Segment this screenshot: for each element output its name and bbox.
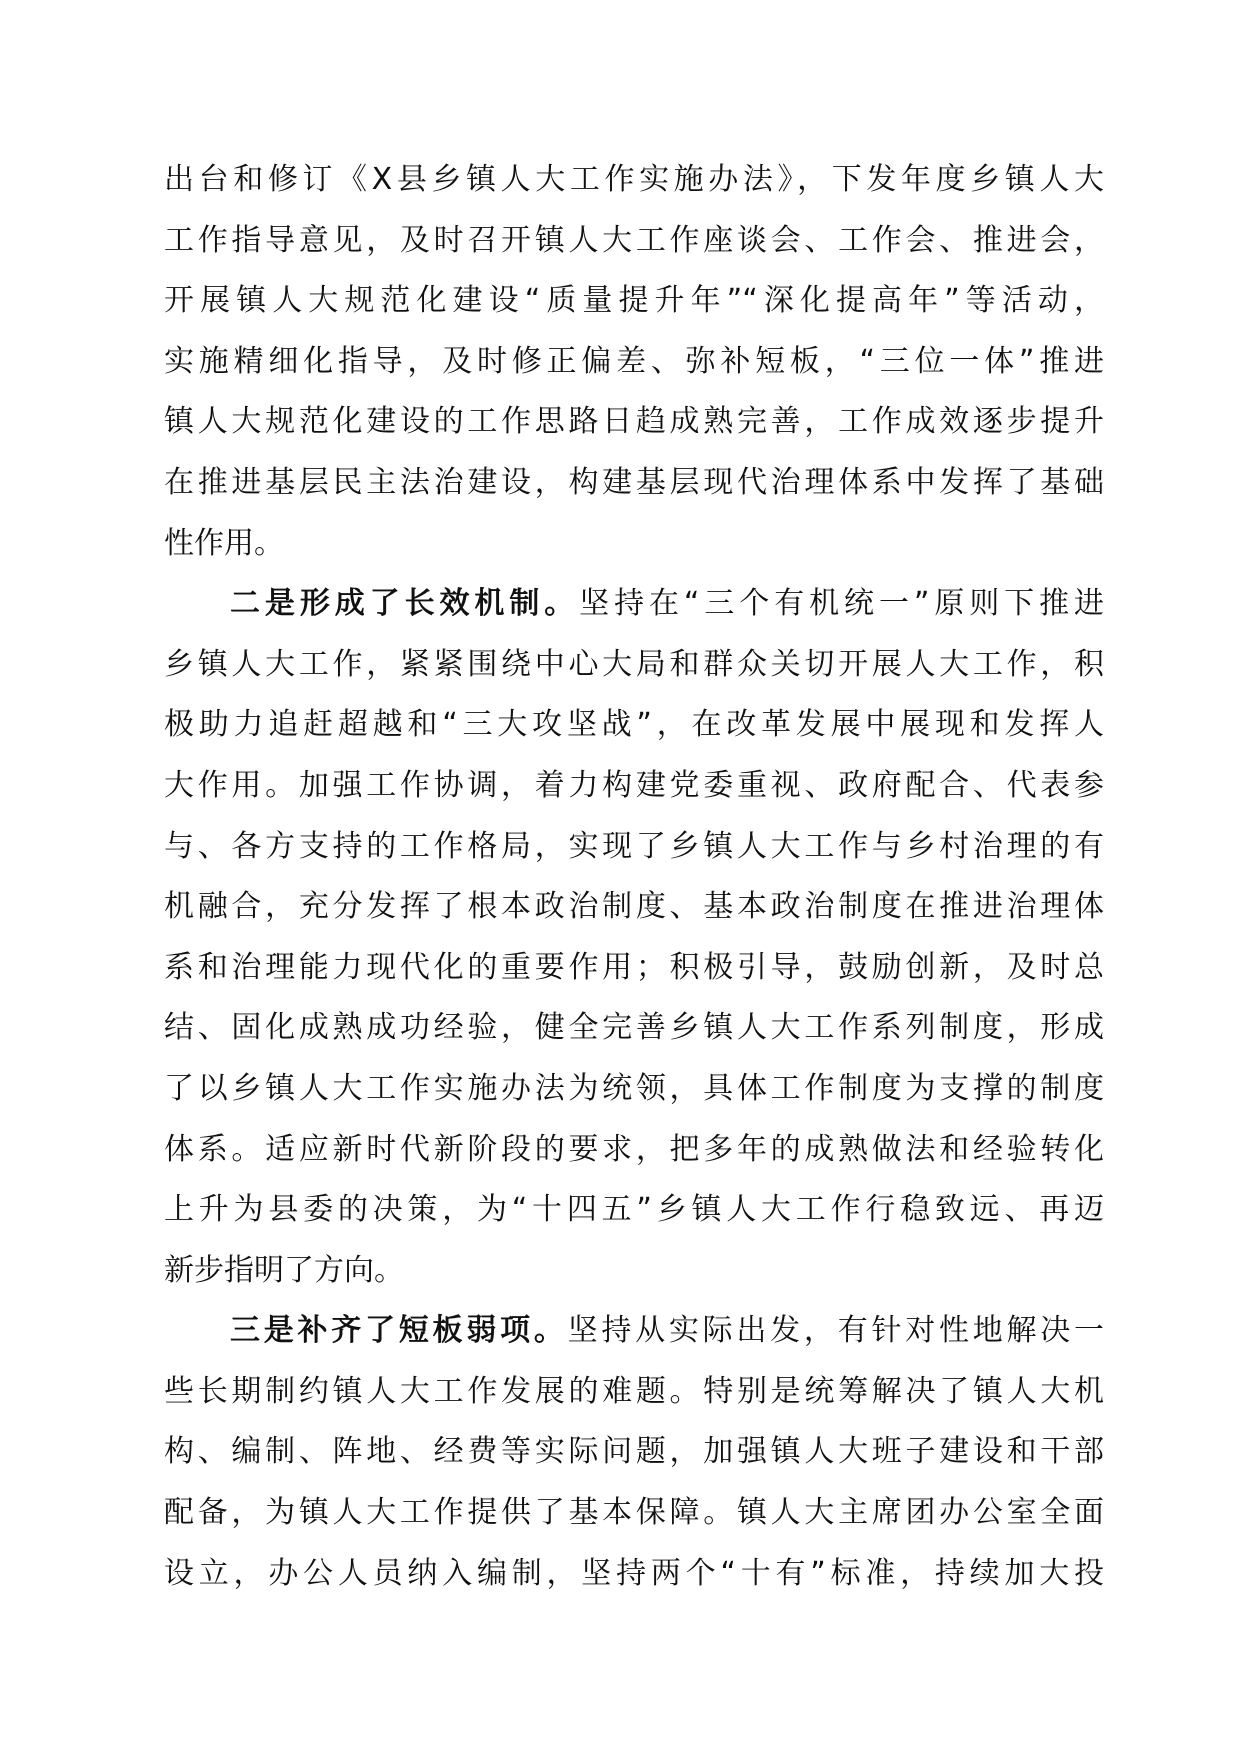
text-line: 大作用。加强工作协调，着力构建党委重视、政府配合、代表参 xyxy=(164,767,1104,803)
paragraph-3 xyxy=(164,1301,1104,1604)
text-line: 配备，为镇人大工作提供了基本保障。镇人大主席团办公室全面 xyxy=(164,1495,1104,1531)
text-line: 开展镇人大规范化建设“质量提升年”“深化提高年”等活动， xyxy=(164,283,1104,319)
text-line: 性作用。 xyxy=(164,525,284,561)
text-run: 坚持在“三个有机统一”原则下推进 xyxy=(579,586,1104,622)
text-line: 上升为县委的决策，为“十四五”乡镇人大工作行稳致远、再迈 xyxy=(164,1192,1104,1228)
text-line: 结、固化成熟成功经验，健全完善乡镇人大工作系列制度，形成 xyxy=(164,1010,1104,1046)
text-line: 在推进基层民主法治建设，构建基层现代治理体系中发挥了基础 xyxy=(164,464,1104,500)
text-line: 工作指导意见，及时召开镇人大工作座谈会、工作会、推进会， xyxy=(164,222,1104,258)
text-line: 镇人大规范化建设的工作思路日趋成熟完善，工作成效逐步提升 xyxy=(164,404,1104,440)
paragraph-lead-heading: 二是形成了长效机制。 xyxy=(230,586,580,622)
text-line: 设立，办公人员纳入编制，坚持两个“十有”标准，持续加大投 xyxy=(164,1555,1104,1591)
text-line: 些长期制约镇人大工作发展的难题。特别是统筹解决了镇人大机 xyxy=(164,1373,1104,1409)
text-line: 实施精细化指导，及时修正偏差、弥补短板，“三位一体”推进 xyxy=(164,343,1104,379)
paragraph-1 xyxy=(164,150,1104,574)
text-line: 出台和修订《X县乡镇人大工作实施办法》，下发年度乡镇人大 xyxy=(164,162,1104,197)
paragraph-2 xyxy=(164,574,1104,1301)
text-line: 乡镇人大工作，紧紧围绕中心大局和群众关切开展人大工作，积 xyxy=(164,646,1104,682)
paragraph-lead-heading: 三是补齐了短板弱项。 xyxy=(230,1313,568,1349)
paragraph-first-line xyxy=(164,574,1104,635)
text-line: 体系。适应新时代新阶段的要求，把多年的成熟做法和经验转化 xyxy=(164,1131,1104,1167)
document-body xyxy=(164,150,1104,1604)
text-line: 构、编制、阵地、经费等实际问题，加强镇人大班子建设和干部 xyxy=(164,1434,1104,1470)
text-line: 了以乡镇人大工作实施办法为统领，具体工作制度为支撑的制度 xyxy=(164,1070,1104,1106)
text-line: 系和治理能力现代化的重要作用；积极引导，鼓励创新，及时总 xyxy=(164,949,1104,985)
text-line: 极助力追赶超越和“三大攻坚战”，在改革发展中展现和发挥人 xyxy=(164,707,1104,743)
text-line: 新步指明了方向。 xyxy=(164,1252,404,1288)
text-line: 与、各方支持的工作格局，实现了乡镇人大工作与乡村治理的有 xyxy=(164,828,1104,864)
text-run: 坚持从实际出发，有针对性地解决一 xyxy=(567,1313,1105,1349)
paragraph-first-line xyxy=(164,1301,1104,1362)
text-line: 机融合，充分发挥了根本政治制度、基本政治制度在推进治理体 xyxy=(164,889,1104,925)
